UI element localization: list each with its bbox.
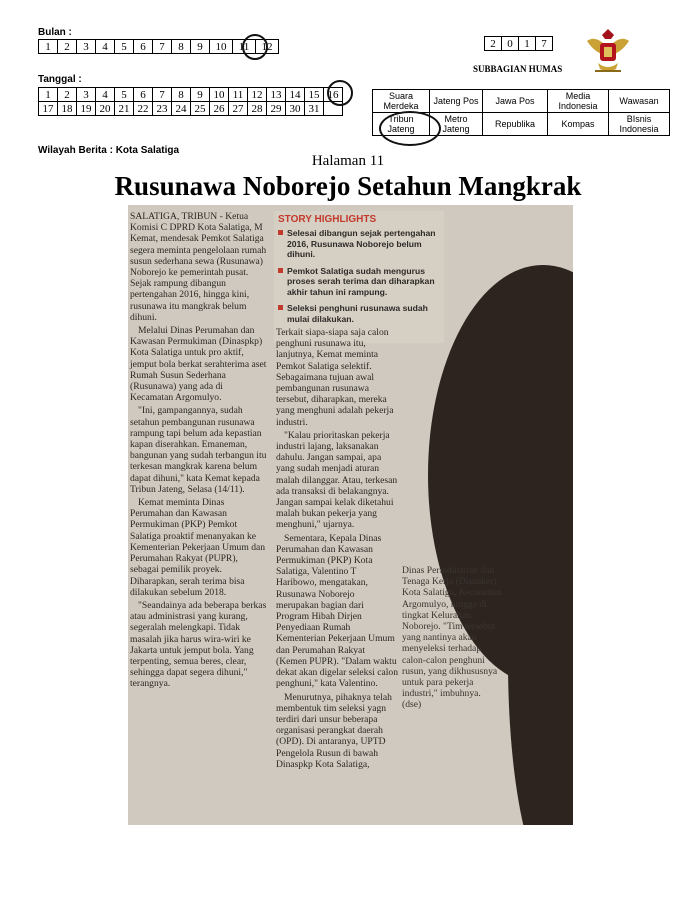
grid-cell: 30 (286, 102, 305, 116)
grid-cell: 26 (210, 102, 229, 116)
grid-cell: 8 (172, 88, 191, 102)
article-column-3 (402, 565, 502, 713)
article-paragraph: Sementara, Kepala Dinas Perumahan dan Kawasan Permukiman (PKP) Kota Salatiga, Valentino T Haribowo, mengatakan, Rusunawa Noborejo merupakan bagian dari Program Hibah Dirjen Penyediaan Rumah Kementerian Pekerjaan Umum dan Perumahan Rakyat (Kemen PUPR). "Dalam waktu dekat akan digelar seleksi calon penghuni," kata Valentino. (276, 532, 399, 690)
grid-cell: 31 (305, 102, 324, 116)
grid-cell: 28 (248, 102, 267, 116)
bullet-icon (278, 230, 283, 235)
grid-cell: 11 (229, 88, 248, 102)
grid-cell: 7 (536, 37, 553, 51)
grid-cell: 12 (256, 40, 279, 54)
grid-cell: 11 (233, 40, 256, 54)
grid-cell: 25 (191, 102, 210, 116)
grid-cell: 20 (96, 102, 115, 116)
article-paragraph: Menurutnya, pihaknya telah membentuk tim seleksi yagn terdiri dari unsur beberapa organisasi perangkat daerah (OPD). Di antaranya, UPTD Pengelola Rusun di bawah Dinaspkp Kota Salatiga, (276, 691, 392, 770)
media-cell: Suara Merdeka (373, 90, 430, 113)
media-cell: Tribun Jateng (373, 113, 430, 136)
media-cell: Kompas (548, 113, 609, 136)
department-label: SUBBAGIAN HUMAS (473, 64, 563, 74)
article-paragraph: Dinas Perindustrian dan Tenaga Kerja (Disnaker) Kota Salatiga, Kecamatan Argomulyo, hingga di tingkat Kelurahan Noborejo. "Tim tersebut yang nantinya akan menyeleksi terhadap calon-calon penghuni rusun, yang dikhususnya untuk para pekerja industri," imbuhnya. (dse) (402, 565, 502, 711)
highlight-item (278, 228, 440, 260)
year-grid (484, 36, 553, 51)
media-cell: BIsnis Indonesia (609, 113, 670, 136)
bullet-icon (278, 305, 283, 310)
media-cell: Jateng Pos (430, 90, 483, 113)
selected-date-circle (327, 80, 353, 106)
media-cell: Wawasan (609, 90, 670, 113)
article-column-2 (276, 327, 398, 772)
grid-cell: 4 (96, 40, 115, 54)
article-paragraph: Kemat meminta Dinas Perumahan dan Kawasan Permukiman (PKP) Pemkot Salatiga proaktif menanyakan ke Kementerian Pekerjaan Umum dan Perumahan Rakyat (PUPR), sebagai pemilik proyek. Diharapkan, serah terima bisa dilakukan sebelum 2018. (130, 497, 266, 598)
media-cell: Media Indonesia (548, 90, 609, 113)
grid-cell: 2 (485, 37, 502, 51)
grid-cell: 22 (134, 102, 153, 116)
highlight-text: Seleksi penghuni rusunawa sudah mulai dilakukan. (287, 303, 428, 324)
grid-cell: 23 (153, 102, 172, 116)
highlight-item (278, 303, 440, 324)
wilayah-label: Wilayah Berita : Kota Salatiga (38, 145, 180, 156)
highlight-item (278, 266, 440, 298)
grid-cell: 19 (77, 102, 96, 116)
grid-cell: 17 (39, 102, 58, 116)
highlight-text: Pemkot Salatiga sudah mengurus proses serah terima dan diharapkan akhir tahun ini rampung. (287, 265, 435, 297)
bullet-icon (278, 268, 283, 273)
article-paragraph: Melalui Dinas Perumahan dan Kawasan Permukiman (Dinaspkp) Kota Salatiga untuk pro aktif, jemput bola berkat serahterima aset Rumah Susun Sederhana (Rusunawa) yang ada di Kecamatan Argomulyo. (130, 325, 267, 404)
grid-cell: 10 (210, 40, 233, 54)
grid-cell: 29 (267, 102, 286, 116)
story-highlights-title: STORY HIGHLIGHTS (278, 214, 377, 225)
highlight-text: Selesai dibangun sejak pertengahan 2016, Rusunawa Noborejo belum dihuni. (287, 228, 436, 259)
selected-month-circle (242, 34, 268, 60)
grid-cell: 5 (115, 88, 134, 102)
grid-cell: 3 (77, 88, 96, 102)
grid-cell: 7 (153, 88, 172, 102)
garuda-emblem-icon (583, 25, 633, 77)
grid-cell: 2 (58, 88, 77, 102)
date-grid (38, 87, 343, 116)
article-paragraph: Terkait siapa-siapa saja calon penghuni rusunawa itu, lanjutnya, Kemat meminta Pemkot Salatiga selektif. Sebagaimana tujuan awal pembangunan rusunawa tersebut, diharapkan, mereka yang menghuni adalah pekerja industri. (276, 327, 394, 428)
media-cell: Republika (483, 113, 548, 136)
grid-cell: 8 (172, 40, 191, 54)
article-paragraph: "Kalau prioritaskan pekerja industri lajang, laksanakan dahulu. Jangan sampai, apa yang sudah menjadi aturan malah dilanggar. Atau, terkesan ada transaksi di belakangnya. Jangan sampai kelak diketahui malah bukan pekerja yang menghuni," ujarnya. (276, 429, 398, 531)
newspaper-clipping (128, 205, 573, 825)
grid-cell: 2 (58, 40, 77, 54)
grid-cell: 6 (134, 88, 153, 102)
grid-cell: 6 (134, 40, 153, 54)
page-number: Halaman 11 (311, 153, 385, 169)
headline: Rusunawa Noborejo Setahun Mangkrak (114, 171, 582, 201)
grid-cell: 13 (267, 88, 286, 102)
grid-cell: 14 (286, 88, 305, 102)
bulan-label: Bulan : (38, 27, 72, 38)
grid-cell: 1 (39, 88, 58, 102)
article-paragraph: "Seandainya ada beberapa berkas atau administrasi yang kurang, segeralah melengkapi. Tidak masalah jika harus wira-wiri ke Jakarta untuk jemput bola. Yang terpenting, semua beres, clear, sehingga dapat segera dihuni," terangnya. (130, 599, 267, 690)
grid-cell: 1 (519, 37, 536, 51)
grid-cell: 4 (96, 88, 115, 102)
grid-cell: 9 (191, 40, 210, 54)
grid-cell: 5 (115, 40, 134, 54)
selected-media-circle (379, 111, 441, 146)
tanggal-label: Tanggal : (38, 74, 82, 85)
grid-cell: 9 (191, 88, 210, 102)
grid-cell: 16 (324, 88, 343, 102)
grid-cell: 12 (248, 88, 267, 102)
grid-cell: 24 (172, 102, 191, 116)
article-paragraph: SALATIGA, TRIBUN - Ketua Komisi C DPRD Kota Salatiga, M Kemat, mendesak Pemkot Salatiga segera meminta pengelolaan rumah susun sederhana sewa (Rusunawa) Noborejo ke pemerintah pusat. Sejak rampung dibangun pertengahan 2016, hingga kini, rusunawa itu mangkrak belum dihuni. (130, 211, 267, 323)
article-paragraph: "Ini, gampangannya, sudah setahun pembangunan rusunawa rampung tapi belum ada kepastian kapan diserahkan. Emaneman, bangunan yang sudah terbangun itu terkesan mangkrak karena belum dapat dihuni," kata Kemat kepada Tribun Jateng, Selasa (14/11). (130, 405, 267, 495)
article-column-1 (130, 211, 268, 692)
media-cell: Jawa Pos (483, 90, 548, 113)
grid-cell: 7 (153, 40, 172, 54)
grid-cell: 18 (58, 102, 77, 116)
grid-cell: 10 (210, 88, 229, 102)
grid-cell: 0 (502, 37, 519, 51)
story-highlights-box (274, 211, 444, 343)
grid-cell: 1 (39, 40, 58, 54)
grid-cell: 3 (77, 40, 96, 54)
media-cell: Metro Jateng (430, 113, 483, 136)
grid-cell: 21 (115, 102, 134, 116)
grid-cell: 27 (229, 102, 248, 116)
grid-cell: 15 (305, 88, 324, 102)
